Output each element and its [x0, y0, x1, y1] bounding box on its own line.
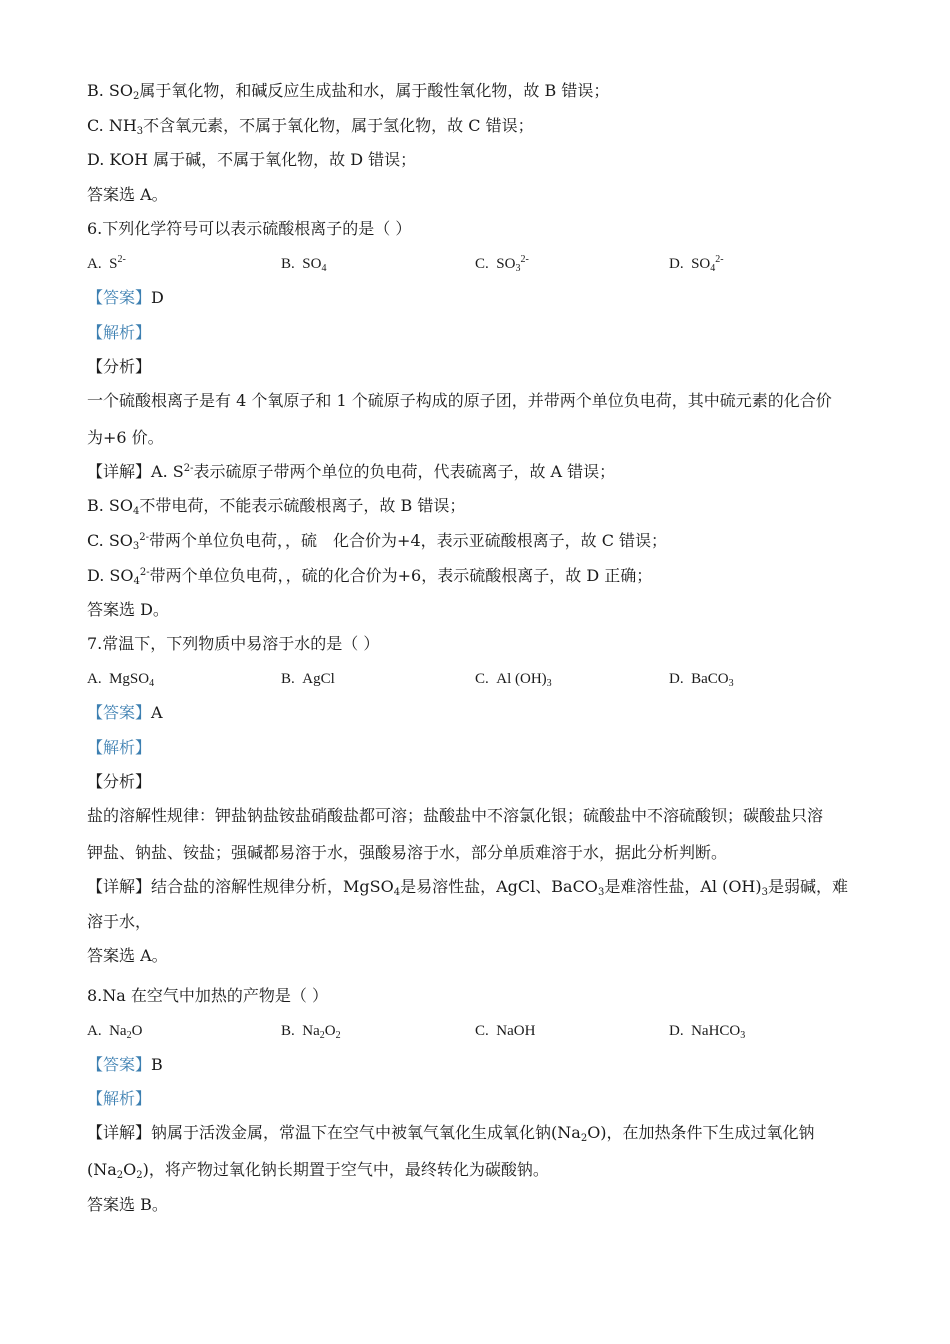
q8-option-b: B. $Na_2O_2$: [281, 1023, 341, 1041]
q7-fenxi-line-2: 钾盐、钠盐、铵盐；强碱都易溶于水，强酸易溶于水，部分单质难溶于水，据此分析判断。: [87, 843, 728, 862]
q8-option-c: C. NaOH: [475, 1023, 536, 1039]
q6-option-a: A. $S^{2-}$: [87, 254, 126, 272]
q6-detail-a: 【详解】A. $S^{2-}$表示硫原子带两个单位的负电荷，代表硫离子，故 A 错误；: [87, 462, 616, 481]
q6-jiexi-tag: 【解析】: [87, 323, 152, 342]
q7-option-d: D. BaCO$_3$: [669, 671, 734, 689]
q6-fenxi-tag: 【分析】: [87, 357, 152, 376]
q6-final-answer: 答案选 D。: [87, 600, 169, 619]
q7-detail-line-2: 溶于水，: [87, 912, 152, 931]
question-8-stem: 8.Na 在空气中加热的产物是（ ）: [87, 986, 328, 1005]
q7-option-a: A. MgSO$_4$: [87, 671, 155, 689]
q6-answer: 【答案】D: [87, 288, 164, 307]
q8-answer: 【答案】B: [87, 1055, 163, 1074]
q8-final-answer: 答案选 B。: [87, 1195, 168, 1214]
q6-detail-b: B. $SO_4$不带电荷，不能表示硫酸根离子，故 B 错误；: [87, 496, 466, 517]
q7-detail-line-1: 【详解】结合盐的溶解性规律分析，MgSO$_4$是易溶性盐，AgCl、BaCO$_3$是难溶性盐，Al $(OH)_3$是弱碱，难: [87, 877, 849, 898]
q6-fenxi-line-2: 为+6 价。: [87, 428, 164, 447]
q7-option-c: C. Al $(OH)_3$: [475, 671, 552, 689]
q7-jiexi-tag: 【解析】: [87, 738, 152, 757]
question-7-stem: 7.常温下，下列物质中易溶于水的是（ ）: [87, 634, 380, 653]
q8-detail-line-1: 【详解】钠属于活泼金属，常温下在空气中被氧气氧化生成氧化钠$(Na_2O)$，在加热条件下生成过氧化钠: [87, 1123, 815, 1144]
q6-option-d: D. $SO_4^{2-}$: [669, 254, 724, 274]
q7-fenxi-tag: 【分析】: [87, 772, 152, 791]
q7-fenxi-line-1: 盐的溶解性规律：钾盐钠盐铵盐硝酸盐都可溶；盐酸盐中不溶氯化银；硫酸盐中不溶硫酸钡；碳酸盐只溶: [87, 806, 824, 825]
q6-option-c: C. $SO_3^{2-}$: [475, 254, 529, 274]
q6-fenxi-line-1: 一个硫酸根离子是有 4 个氧原子和 1 个硫原子构成的原子团，并带两个单位负电荷，其中硫元素的化合价: [87, 391, 832, 410]
answer-summary: 答案选 A。: [87, 185, 168, 204]
q8-jiexi-tag: 【解析】: [87, 1089, 152, 1108]
q7-answer: 【答案】A: [87, 703, 163, 722]
q8-option-d: D. NaHCO$_3$: [669, 1023, 746, 1041]
q8-detail-line-2: $(Na_2O_2)$，将产物过氧化钠长期置于空气中，最终转化为碳酸钠。: [87, 1160, 549, 1181]
explanation-line-b: B. $SO_2$属于氧化物，和碱反应生成盐和水，属于酸性氧化物，故 B 错误；: [87, 81, 610, 102]
question-6-stem: 6.下列化学符号可以表示硫酸根离子的是（ ）: [87, 219, 412, 238]
q6-detail-c: C. $SO_3^{2-}$带两个单位负电荷，，硫 化合价为+4，表示亚硫酸根离子，故 C 错误；: [87, 531, 668, 552]
explanation-line-d: D. KOH 属于碱，不属于氧化物，故 D 错误；: [87, 150, 417, 169]
q7-final-answer: 答案选 A。: [87, 946, 168, 965]
q8-option-a: A. $Na_2O$: [87, 1023, 143, 1041]
explanation-line-c: C. $NH_3$不含氧元素，不属于氧化物，属于氢化物，故 C 错误；: [87, 116, 534, 137]
q6-option-b: B. $SO_4$: [281, 256, 327, 274]
q6-detail-d: D. $SO_4^{2-}$带两个单位负电荷，，硫的化合价为+6，表示硫酸根离子，故 D 正确；: [87, 566, 653, 587]
q7-option-b: B. AgCl: [281, 671, 335, 687]
